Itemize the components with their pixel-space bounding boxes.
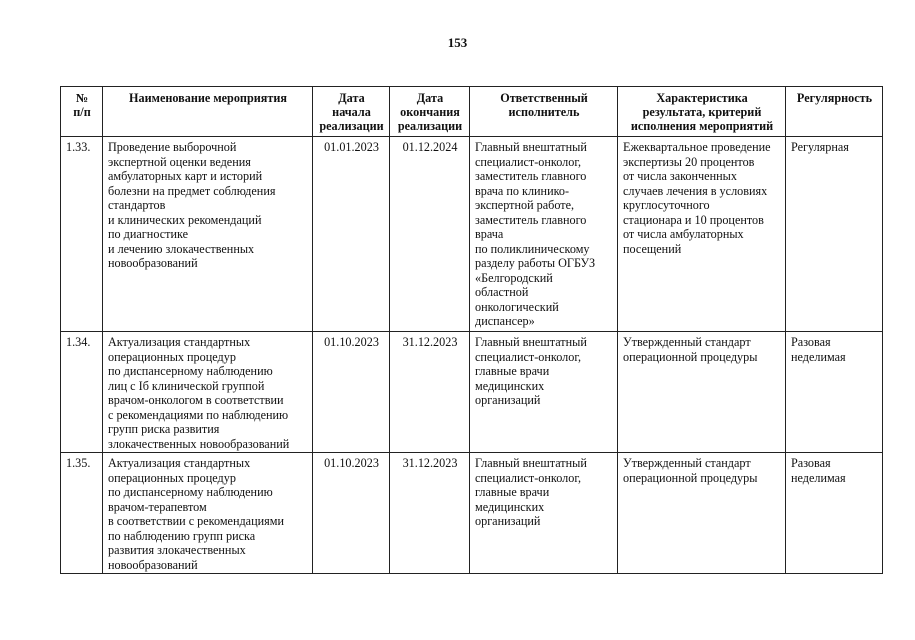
header-result: Характеристика результата, критерий исполнения мероприятий	[618, 87, 786, 137]
end-date: 01.12.2024	[390, 137, 470, 332]
measures-table	[60, 86, 883, 574]
table-row	[61, 453, 883, 574]
regularity: Разовая неделимая	[786, 332, 883, 453]
end-date: 31.12.2023	[390, 453, 470, 574]
regularity: Разовая неделимая	[786, 453, 883, 574]
start-date: 01.10.2023	[313, 332, 390, 453]
result: Ежеквартальное проведение экспертизы 20 процентов от числа законченных случаев лечения в условиях круглосуточного стационара и 10 процентов от числа амбулаторных посещений	[618, 137, 786, 332]
row-number: 1.35.	[61, 453, 103, 574]
table-row	[61, 137, 883, 332]
row-number: 1.33.	[61, 137, 103, 332]
responsible: Главный внештатный специалист-онколог, заместитель главного врача по клинико- экспертной работе, заместитель главного врача по поликлиническому разделу работы ОГБУЗ «Белгородский областной онкологический диспансер»	[470, 137, 618, 332]
page-number: 153	[447, 35, 468, 50]
measure-name: Проведение выборочной экспертной оценки ведения амбулаторных карт и историй болезни на предмет соблюдения стандартов и клинических рекомендаций по диагностике и лечению злокачественных новообразований	[103, 137, 313, 332]
measure-name: Актуализация стандартных операционных процедур по диспансерному наблюдению лиц с Iб клинической группой врачом-онкологом в соответствии с рекомендациями по наблюдению групп риска развития злокачественных новообразований	[103, 332, 313, 453]
start-date: 01.10.2023	[313, 453, 390, 574]
row-number: 1.34.	[61, 332, 103, 453]
result: Утвержденный стандарт операционной процедуры	[618, 332, 786, 453]
measure-name: Актуализация стандартных операционных процедур по диспансерному наблюдению врачом-терапевтом в соответствии с рекомендациями по наблюдению групп риска развития злокачественных новообразований	[103, 453, 313, 574]
start-date: 01.01.2023	[313, 137, 390, 332]
responsible: Главный внештатный специалист-онколог, главные врачи медицинских организаций	[470, 332, 618, 453]
header-end-date: Дата окончания реализации	[390, 87, 470, 137]
header-start-date: Дата начала реализации	[313, 87, 390, 137]
result: Утвержденный стандарт операционной процедуры	[618, 453, 786, 574]
header-name: Наименование мероприятия	[103, 87, 313, 137]
end-date: 31.12.2023	[390, 332, 470, 453]
responsible: Главный внештатный специалист-онколог, главные врачи медицинских организаций	[470, 453, 618, 574]
regularity: Регулярная	[786, 137, 883, 332]
header-regularity: Регулярность	[786, 87, 883, 137]
table-header-row	[61, 87, 883, 137]
header-num: № п/п	[61, 87, 103, 137]
header-responsible: Ответственный исполнитель	[470, 87, 618, 137]
table-row	[61, 332, 883, 453]
